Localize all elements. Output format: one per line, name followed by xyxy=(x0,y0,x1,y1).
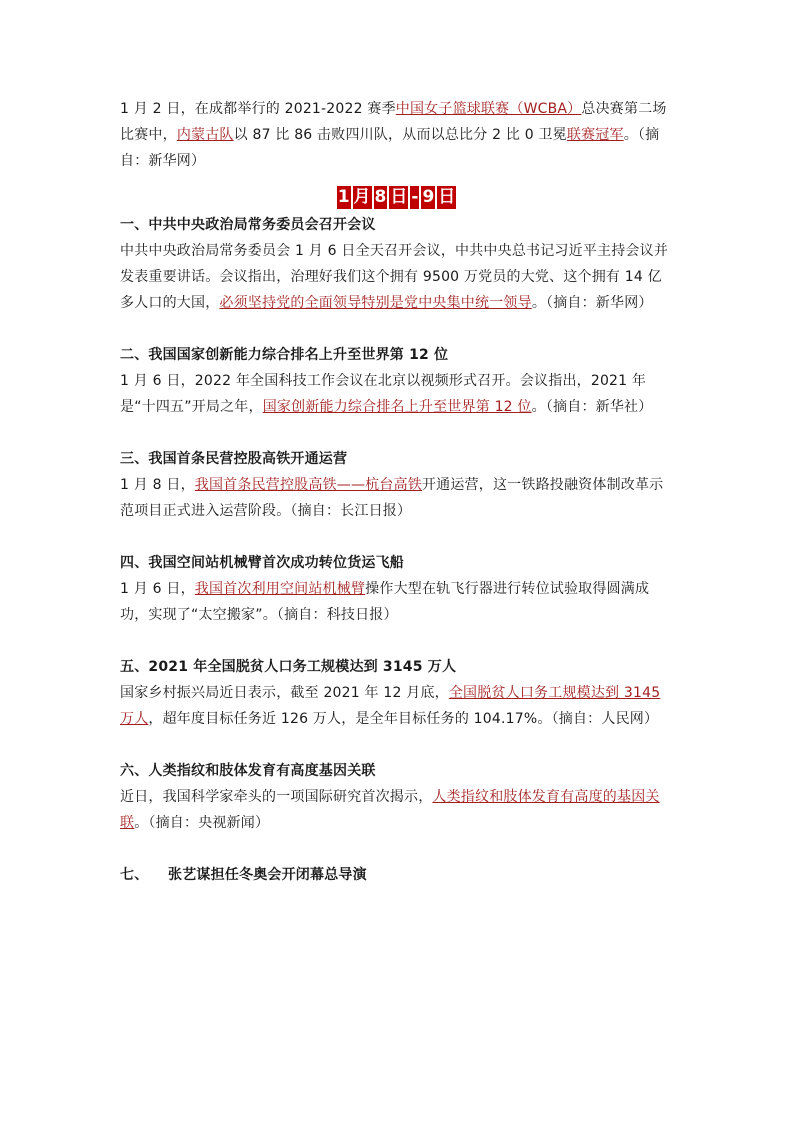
news-item-title: 五、2021 年全国脱贫人口务工规模达到 3145 万人 xyxy=(120,659,457,675)
news-item-title-text: 张艺谋担任冬奥会开闭幕总导演 xyxy=(168,867,367,883)
body-text: 1 月 6 日，2022 年全国科技工作会议在北京以视频形式召开。会议指出，2021 年是“十四五”开局之年， xyxy=(120,373,647,415)
body-highlight: 必须坚持党的全面领导特别是党中央集中统一领导 xyxy=(219,295,532,311)
intro-paragraph xyxy=(120,96,675,174)
news-item-body xyxy=(120,368,675,420)
intro-highlight-team: 内蒙古队 xyxy=(176,127,234,143)
document-page xyxy=(120,96,675,888)
body-text: 国家乡村振兴局近日表示，截至 2021 年 12 月底， xyxy=(120,685,449,701)
date-header-char: 9 xyxy=(422,187,435,207)
date-header-char: 日 xyxy=(390,187,408,207)
body-highlight: 全国脱贫人口务工规模达到 3145 万人 xyxy=(120,685,661,727)
news-item-title: 六、人类指纹和肢体发育有高度基因关联 xyxy=(120,763,376,779)
news-item-body xyxy=(120,680,675,732)
news-item-body xyxy=(120,576,675,628)
body-highlight: 我国首条民营控股高铁——杭台高铁 xyxy=(194,477,422,493)
news-item-body xyxy=(120,238,675,316)
body-source: 开通运营，这一铁路投融资体制改革示范项目正式进入运营阶段。（摘自：长江日报） xyxy=(120,477,664,519)
body-source: 。（摘自：新华网） xyxy=(531,295,653,311)
news-item-4 xyxy=(120,550,675,628)
date-header-char: 8 xyxy=(374,187,387,207)
news-item-title: 一、中共中央政治局常务委员会召开会议 xyxy=(120,217,376,233)
news-item-3 xyxy=(120,446,675,524)
body-text: 近日，我国科学家牵头的一项国际研究首次揭示， xyxy=(120,789,433,805)
body-highlight: 人类指纹和肢体发育有高度的基因关联 xyxy=(120,789,660,831)
intro-source: 。（摘自：新华网） xyxy=(120,127,660,169)
body-highlight: 国家创新能力综合排名上升至世界第 12 位 xyxy=(262,399,532,415)
body-source: ，超年度目标任务近 126 万人，是全年目标任务的 104.17%。（摘自：人民网） xyxy=(148,711,659,727)
news-item-2 xyxy=(120,342,675,420)
date-header-char: 日 xyxy=(438,187,456,207)
body-text: 1 月 8 日， xyxy=(120,477,195,493)
news-item-title: 二、我国国家创新能力综合排名上升至世界第 12 位 xyxy=(120,347,449,363)
news-item-title xyxy=(120,862,675,888)
body-text: 1 月 6 日， xyxy=(120,581,195,597)
date-header-char: 月 xyxy=(353,187,371,207)
news-item-body xyxy=(120,472,675,524)
intro-highlight-wcba: 中国女子篮球联赛（WCBA） xyxy=(395,101,582,117)
intro-highlight-title: 联赛冠军 xyxy=(566,127,624,143)
body-source: 。（摘自：央视新闻） xyxy=(134,815,270,831)
news-item-title: 三、我国首条民营控股高铁开通运营 xyxy=(120,451,348,467)
news-item-6 xyxy=(120,758,675,836)
body-text: 中共中央政治局常务委员会 1 月 6 日全天召开会议，中共中央总书记习近平主持会议并发表重要讲话。会议指出，治理好我们这个拥有 9500 万党员的大党、这个拥有 14 亿多人口的大国， xyxy=(120,243,669,311)
intro-text: 1 月 2 日，在成都举行的 2021-2022 赛季 xyxy=(120,101,396,117)
news-item-7 xyxy=(120,862,675,888)
body-source: 。（摘自：新华社） xyxy=(531,399,653,415)
body-highlight: 我国首次利用空间站机械臂 xyxy=(194,581,366,597)
news-item-1 xyxy=(120,212,675,316)
date-header-char: - xyxy=(411,187,419,207)
date-header xyxy=(120,186,675,212)
body-source: 操作大型在轨飞行器进行转位试验取得圆满成功，实现了“太空搬家”。（摘自：科技日报） xyxy=(120,581,650,623)
news-item-5 xyxy=(120,654,675,732)
news-item-title: 四、我国空间站机械臂首次成功转位货运飞船 xyxy=(120,555,404,571)
news-item-body xyxy=(120,784,675,836)
intro-text: 总决赛第二场比赛中， xyxy=(120,101,667,143)
intro-text: 以 87 比 86 击败四川队，从而以总比分 2 比 0 卫冕 xyxy=(233,127,567,143)
date-header-char: 1 xyxy=(337,187,350,207)
news-item-number: 七、 xyxy=(120,867,149,883)
